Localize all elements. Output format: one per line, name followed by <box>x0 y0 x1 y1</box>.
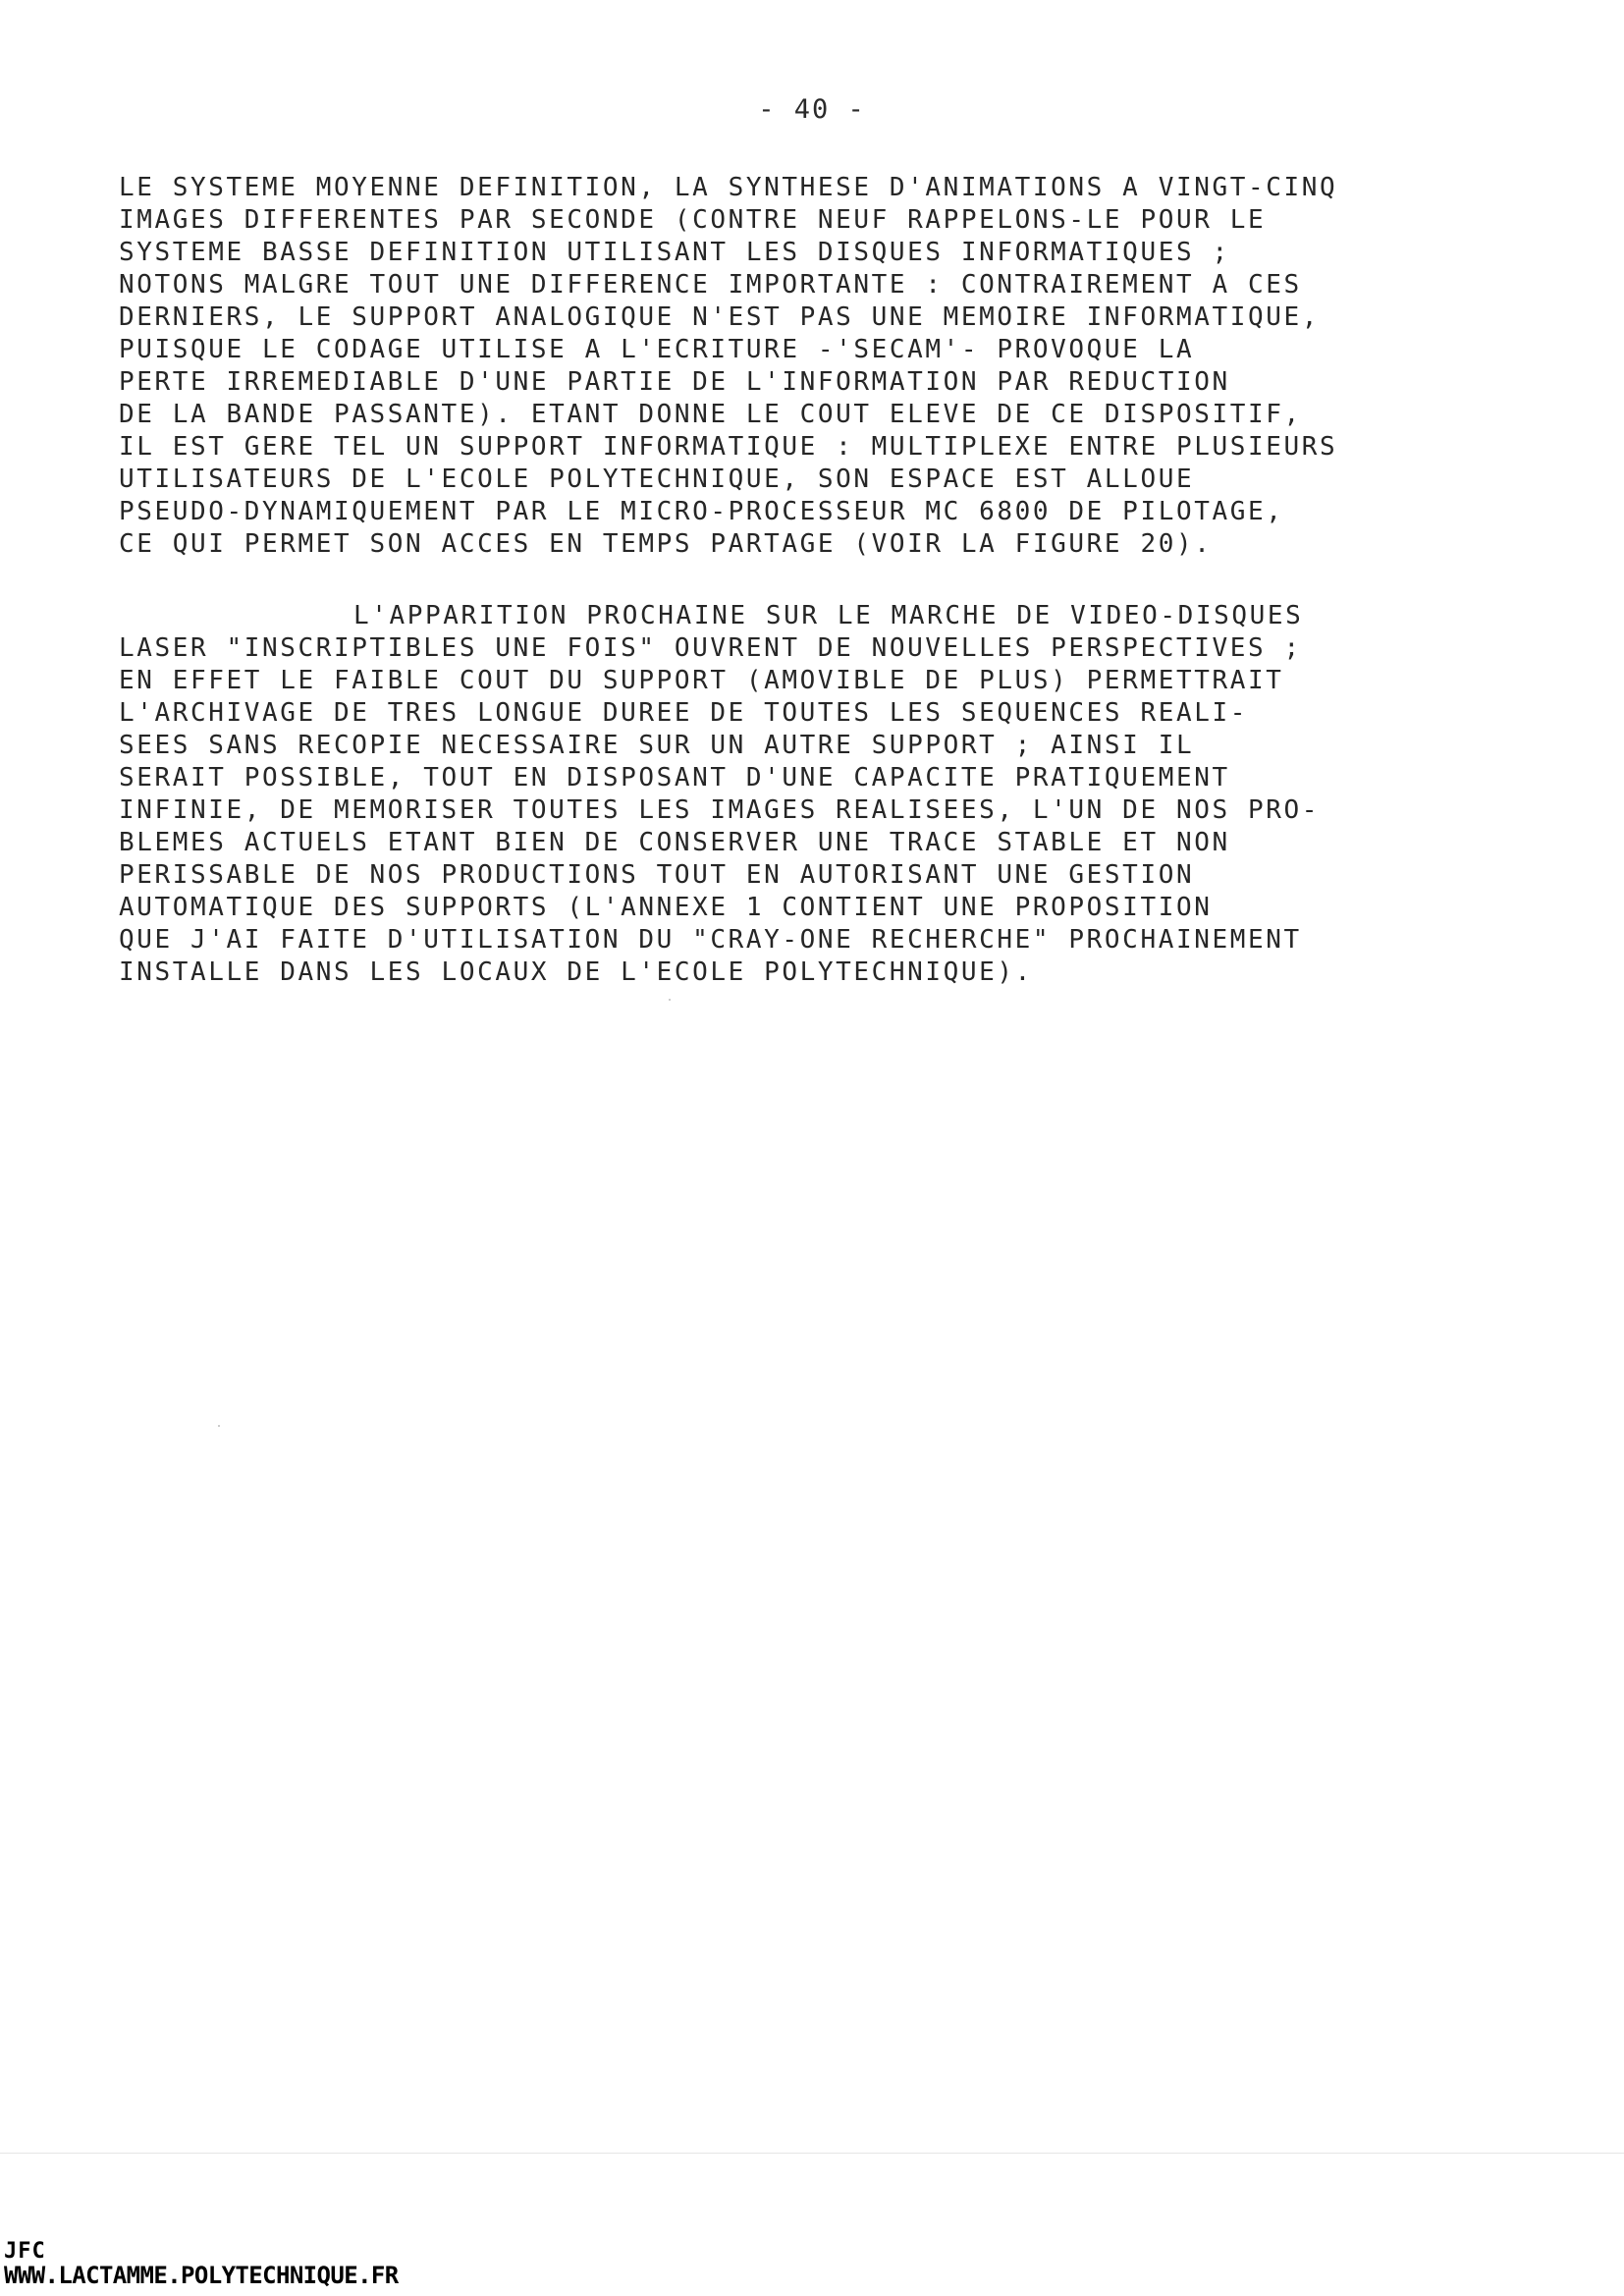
watermark-url: WWW.LACTAMME.POLYTECHNIQUE.FR <box>4 2262 399 2289</box>
text-line: CE QUI PERMET SON ACCES EN TEMPS PARTAGE (VOIR LA FIGURE 20). <box>119 529 1213 559</box>
text-line: AUTOMATIQUE DES SUPPORTS (L'ANNEXE 1 CONTIENT UNE PROPOSITION <box>119 893 1213 922</box>
text-line: SEES SANS RECOPIE NECESSAIRE SUR UN AUTRE SUPPORT ; AINSI IL <box>119 731 1195 760</box>
text-line: INFINIE, DE MEMORISER TOUTES LES IMAGES REALISEES, L'UN DE NOS PRO- <box>119 795 1320 825</box>
scan-speck <box>218 1425 220 1427</box>
text-line: L'APPARITION PROCHAINE SUR LE MARCHE DE VIDEO-DISQUES <box>353 601 1304 630</box>
text-line: QUE J'AI FAITE D'UTILISATION DU "CRAY-ONE RECHERCHE" PROCHAINEMENT <box>119 925 1302 955</box>
text-line: LASER "INSCRIPTIBLES UNE FOIS" OUVRENT DE NOUVELLES PERSPECTIVES ; <box>119 633 1302 663</box>
text-line: DERNIERS, LE SUPPORT ANALOGIQUE N'EST PAS UNE MEMOIRE INFORMATIQUE, <box>119 302 1320 332</box>
text-line: PERTE IRREMEDIABLE D'UNE PARTIE DE L'INFORMATION PAR REDUCTION <box>119 367 1230 397</box>
text-line: INSTALLE DANS LES LOCAUX DE L'ECOLE POLYTECHNIQUE). <box>119 957 1033 987</box>
text-line: NOTONS MALGRE TOUT UNE DIFFERENCE IMPORTANTE : CONTRAIREMENT A CES <box>119 270 1302 300</box>
watermark <box>4 2241 399 2288</box>
page-number: - 40 - <box>758 94 866 125</box>
watermark-initials: JFC <box>4 2239 46 2264</box>
text-line: DE LA BANDE PASSANTE). ETANT DONNE LE COUT ELEVE DE CE DISPOSITIF, <box>119 400 1302 429</box>
text-line: SYSTEME BASSE DEFINITION UTILISANT LES DISQUES INFORMATIQUES ; <box>119 238 1230 267</box>
footer-rule <box>0 2153 1624 2154</box>
text-line: EN EFFET LE FAIBLE COUT DU SUPPORT (AMOVIBLE DE PLUS) PERMETTRAIT <box>119 666 1284 695</box>
text-line: IL EST GERE TEL UN SUPPORT INFORMATIQUE : MULTIPLEXE ENTRE PLUSIEURS <box>119 432 1338 462</box>
text-line: UTILISATEURS DE L'ECOLE POLYTECHNIQUE, SON ESPACE EST ALLOUE <box>119 465 1195 494</box>
text-line: PSEUDO-DYNAMIQUEMENT PAR LE MICRO-PROCESSEUR MC 6800 DE PILOTAGE, <box>119 497 1284 526</box>
text-line: LE SYSTEME MOYENNE DEFINITION, LA SYNTHESE D'ANIMATIONS A VINGT-CINQ <box>119 173 1338 202</box>
text-line: PERISSABLE DE NOS PRODUCTIONS TOUT EN AUTORISANT UNE GESTION <box>119 860 1195 890</box>
text-line: SERAIT POSSIBLE, TOUT EN DISPOSANT D'UNE CAPACITE PRATIQUEMENT <box>119 763 1230 793</box>
scan-speck <box>669 999 671 1001</box>
text-line: IMAGES DIFFERENTES PAR SECONDE (CONTRE NEUF RAPPELONS-LE POUR LE <box>119 205 1267 235</box>
text-line: L'ARCHIVAGE DE TRES LONGUE DUREE DE TOUTES LES SEQUENCES REALI- <box>119 698 1248 728</box>
text-line: BLEMES ACTUELS ETANT BIEN DE CONSERVER UNE TRACE STABLE ET NON <box>119 828 1230 857</box>
text-line: PUISQUE LE CODAGE UTILISE A L'ECRITURE -'SECAM'- PROVOQUE LA <box>119 335 1195 364</box>
